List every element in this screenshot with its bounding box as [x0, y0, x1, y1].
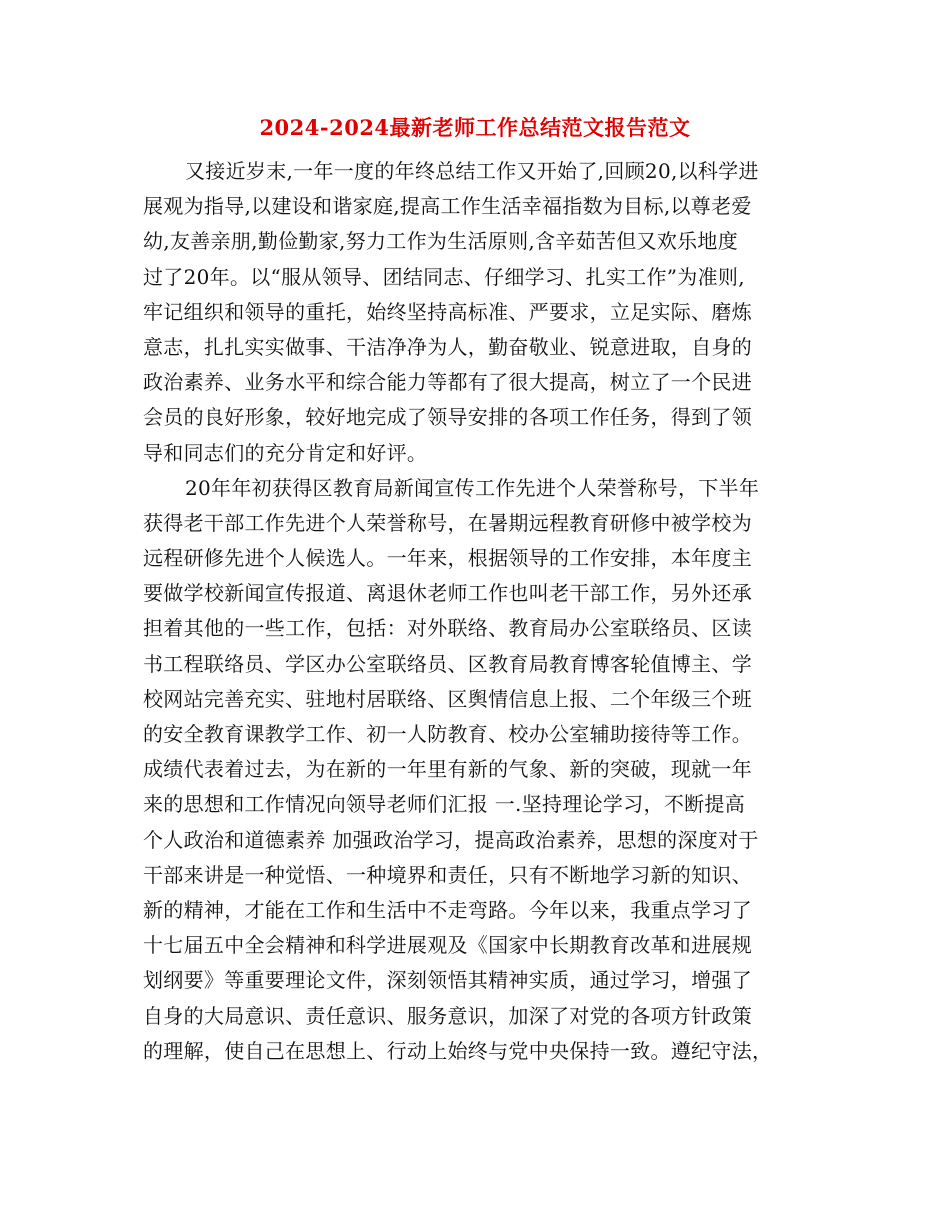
text-line: 20年年初获得区教育局新闻宣传工作先进个人荣誉称号，下半年	[185, 475, 760, 500]
text-line: 来的思想和工作情况向领导老师们汇报 一.坚持理论学习，不断提高	[143, 792, 746, 817]
text-line: 牢记组织和领导的重托，始终坚持高标准、严要求，立足实际、磨炼	[143, 299, 752, 324]
text-line: 导和同志们的充分肯定和好评。	[143, 440, 428, 465]
text-line: 校网站完善充实、驻地村居联络、区舆情信息上报、二个年级三个班	[143, 686, 752, 711]
text-line: 的理解，使自己在思想上、行动上始终与党中央保持一致。遵纪守法，	[143, 1038, 773, 1063]
text-line: 幼,友善亲朋,勤俭勤家,努力工作为生活原则,含辛茹苦但又欢乐地度	[143, 229, 739, 254]
text-line: 书工程联络员、学区办公室联络员、区教育局教育博客轮值博主、学	[143, 651, 752, 676]
document-body	[143, 154, 815, 1069]
text-line: 展观为指导,以建设和谐家庭,提高工作生活幸福指数为目标,以尊老爱	[143, 194, 752, 219]
text-line: 远程研修先进个人候选人。一年来，根据领导的工作安排，本年度主	[143, 546, 752, 571]
text-line: 政治素养、业务水平和综合能力等都有了很大提高，树立了一个民进	[143, 370, 752, 395]
text-line: 过了20年。以“服从领导、团结同志、仔细学习、扎实工作”为准则,	[143, 264, 745, 289]
text-line: 新的精神，才能在工作和生活中不走弯路。今年以来，我重点学习了	[143, 897, 752, 922]
text-line: 自身的大局意识、责任意识、服务意识，加深了对党的各项方针政策	[143, 1003, 752, 1028]
text-line: 成绩代表着过去，为在新的一年里有新的气象、新的突破，现就一年	[143, 757, 752, 782]
text-line: 获得老干部工作先进个人荣誉称号，在暑期远程教育研修中被学校为	[143, 510, 752, 535]
text-line: 的安全教育课教学工作、初一人防教育、校办公室辅助接待等工作。	[143, 722, 752, 746]
text-line: 会员的良好形象，较好地完成了领导安排的各项工作任务，得到了领	[143, 405, 752, 430]
text-line: 又接近岁末,一年一度的年终总结工作又开始了,回顾20,以科学进	[185, 159, 759, 183]
text-line: 意志，扎扎实实做事、干洁净净为人，勤奋敬业、锐意进取，自身的	[143, 334, 752, 359]
text-line: 划纲要》等重要理论文件，深刻领悟其精神实质，通过学习，增强了	[143, 968, 752, 993]
text-line: 十七届五中全会精神和科学进展观及《国家中长期教育改革和进展规	[143, 933, 752, 958]
document-title: 2024-2024最新老师工作总结范文报告范文	[259, 115, 691, 140]
text-line: 担着其他的一些工作，包括：对外联络、教育局办公室联络员、区读	[143, 616, 752, 641]
text-line: 干部来讲是一种觉悟、一种境界和责任，只有不断地学习新的知识、	[143, 862, 752, 887]
text-line: 要做学校新闻宣传报道、离退休老师工作也叫老干部工作，另外还承	[143, 581, 752, 606]
text-line: 个人政治和道德素养 加强政治学习，提高政治素养，思想的深度对于	[143, 827, 759, 852]
